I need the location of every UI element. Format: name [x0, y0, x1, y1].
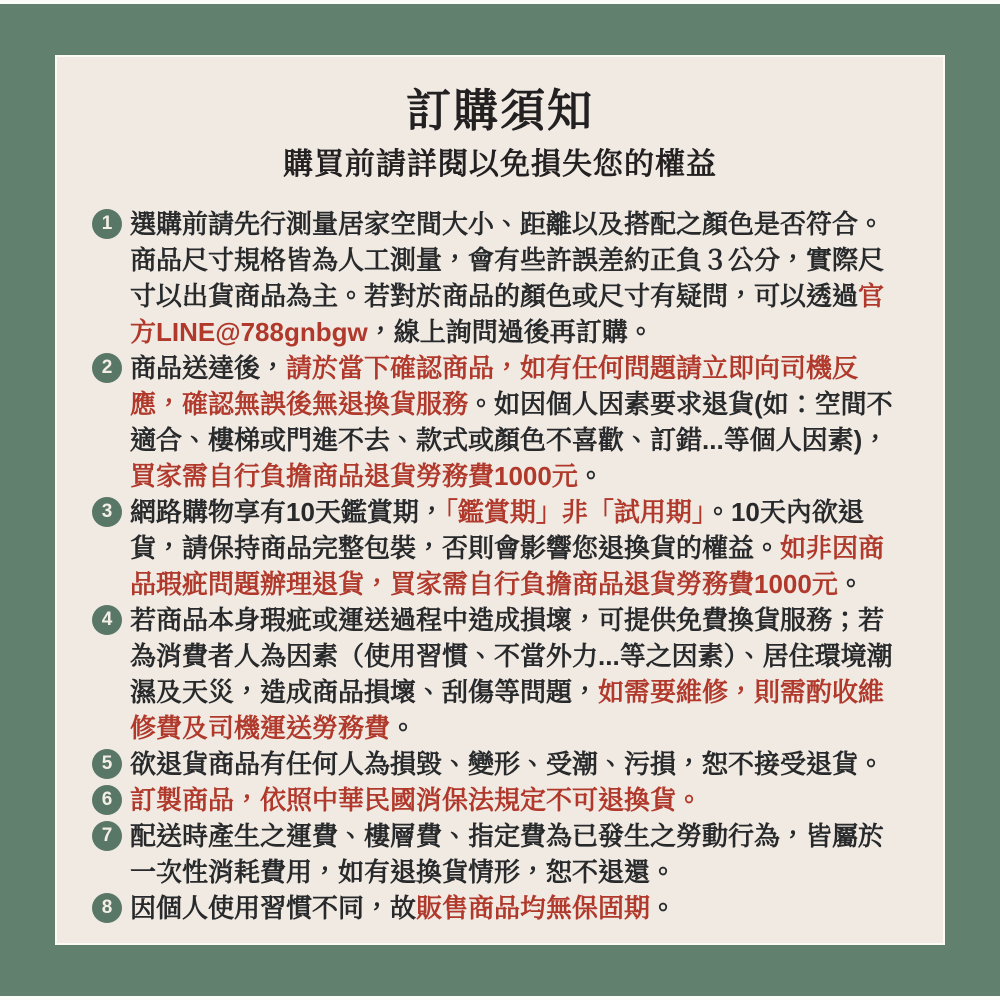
notice-text: [130, 749, 884, 779]
item-number-badge: 6: [92, 785, 122, 815]
notice-text-normal: 若商品本身瑕疵或運送過程中造成損壞，可提供免費換貨服務；若為消費者人為因素（使用習慣、不當外力...等之因素）、居住環境潮濕及天災，造成商品損壞、刮傷等問題，: [130, 605, 893, 707]
notice-text-highlight: 販售商品均無保固期: [416, 893, 651, 923]
item-number-badge: 8: [92, 893, 122, 923]
notice-list: [92, 206, 907, 926]
notice-text: [130, 605, 893, 743]
notice-text-normal: 選購前請先行測量居家空間大小、距離以及搭配之顏色是否符合。商品尺寸規格皆為人工測量，會有些許誤差約正負３公分，實際尺寸以出貨商品為主。若對於商品的顏色或尺寸有疑問，可以透過: [130, 209, 885, 311]
notice-text: [130, 209, 884, 347]
notice-text-normal: 因個人使用習慣不同，故: [130, 893, 417, 923]
notice-item: [92, 206, 907, 350]
notice-text: [130, 785, 702, 815]
notice-text: [130, 893, 676, 923]
notice-text-normal: ，線上詢問過後再訂購。: [367, 317, 654, 347]
notice-text-normal: 網路購物享有10天鑑賞期，: [130, 497, 445, 527]
notice-text: [130, 353, 893, 491]
notice-text-normal: 配送時產生之運費、樓層費、指定費為已發生之勞動行為，皆屬於一次性消耗費用，如有退換貨情形，恕不退還。: [130, 821, 885, 887]
bottom-edge-strip: [0, 996, 1000, 1000]
notice-text-highlight: 買家需自行負擔商品退貨勞務費1000元: [130, 461, 578, 491]
notice-text-highlight: 請於當下確認商品，如有任何問題請立即向司機反應，確認無誤後無退換貨服務: [130, 353, 859, 419]
notice-text-normal: 。: [577, 461, 604, 491]
notice-text-normal: 商品送達後，: [130, 353, 287, 383]
notice-item: [92, 890, 907, 926]
notice-text-normal: 。: [650, 893, 677, 923]
item-number-badge: 4: [92, 605, 122, 635]
notice-text-normal: 。: [837, 569, 864, 599]
notice-item: [92, 494, 907, 602]
top-edge-strip: [0, 0, 1000, 4]
item-number-badge: 5: [92, 749, 122, 779]
notice-item: [92, 782, 907, 818]
item-number-badge: 2: [92, 353, 122, 383]
notice-panel: [55, 55, 945, 945]
notice-text-normal: 。: [390, 713, 417, 743]
item-number-badge: 3: [92, 497, 122, 527]
item-number-badge: 7: [92, 821, 122, 851]
notice-item: [92, 746, 907, 782]
notice-text: [130, 497, 884, 599]
notice-text-highlight: 如非因商品瑕疵問題辦理退貨，買家需自行負擔商品退貨勞務費1000元: [130, 533, 885, 599]
notice-item: [92, 602, 907, 746]
notice-text-highlight: 訂製商品，依照中華民國消保法規定不可退換貨。: [130, 785, 703, 815]
page-subtitle: 購買前請詳閱以免損失您的權益: [283, 148, 717, 181]
notice-text: [130, 821, 884, 887]
notice-item: [92, 818, 907, 890]
notice-text-normal: 。如因個人因素要求退貨(如：空間不適合、樓梯或門進不去、款式或顏色不喜歡、訂錯...等個人因素)，: [130, 389, 893, 455]
notice-text-normal: 。10天內欲退貨，請保持商品完整包裝，否則會影響您退換貨的權益。: [130, 497, 864, 563]
notice-text-highlight: 如需要維修，則需酌收維修費及司機運送勞務費: [130, 677, 885, 743]
notice-item: [92, 350, 907, 494]
page-title: 訂購須知: [405, 85, 594, 136]
notice-text-normal: 欲退貨商品有任何人為損毀、變形、受潮、污損，恕不接受退貨。: [130, 749, 885, 779]
item-number-badge: 1: [92, 209, 122, 239]
notice-text-highlight: 「鑑賞期」非「試用期」: [444, 497, 705, 527]
notice-text-highlight: 官方LINE@788gnbgw: [130, 281, 885, 347]
